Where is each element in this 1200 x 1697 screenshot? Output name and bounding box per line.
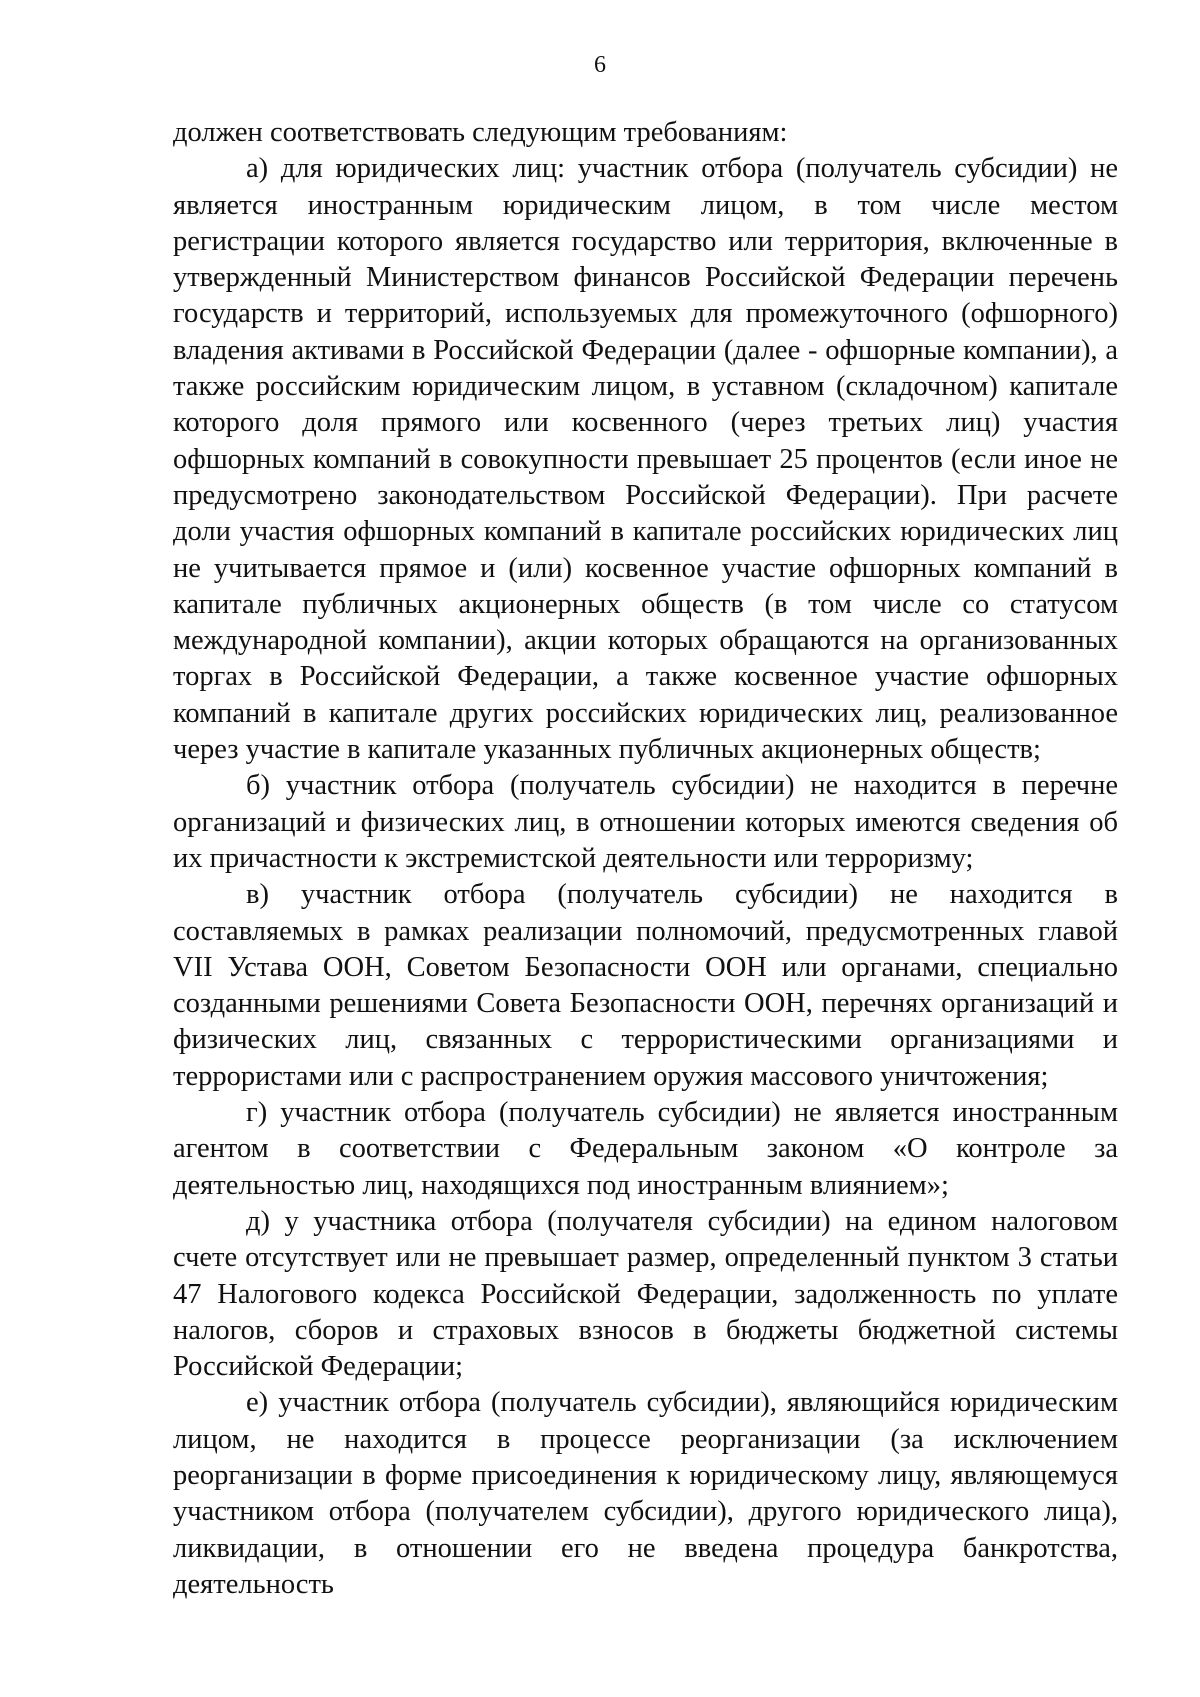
- paragraph-item-d: д) у участника отбора (получателя субсидии) на едином налоговом счете отсутствует или не превышает размер, определенный пунктом 3 статьи 47 Налогового кодекса Российской Федерации, задолженность по уплате налогов, сборов и страховых взносов в бюджеты бюджетной системы Российской Федерации;: [173, 1205, 1118, 1383]
- paragraph-continuation: должен соответствовать следующим требованиям:: [173, 117, 788, 148]
- page-number: 6: [594, 52, 606, 78]
- paragraph-item-b: б) участник отбора (получатель субсидии) не находится в перечне организаций и физических лиц, в отношении которых имеются сведения об их причастности к экстремистской деятельности или терроризму;: [173, 770, 1118, 874]
- paragraph-item-e: е) участник отбора (получатель субсидии), являющийся юридическим лицом, не находится в процессе реорганизации (за исключением реорганизации в форме присоединения к юридическому лицу, являющемуся участником отбора (получателем субсидии), другого юридического лица), ликвидации, в отношении его не введена процедура банкротства, деятельность: [173, 1387, 1118, 1600]
- paragraph-item-a: а) для юридических лиц: участник отбора (получатель субсидии) не является иностранным юридическим лицом, в том числе местом регистрации которого является государство или территория, включенные в утвержденный Министерством финансов Российской Федерации перечень государств и территорий, используемых для промежуточного (офшорного) владения активами в Российской Федерации (далее - офшорные компании), а также российским юридическим лицом, в уставном (складочном) капитале которого доля прямого или косвенного (через третьих лиц) участия офшорных компаний в совокупности превышает 25 процентов (если иное не предусмотрено законодательством Российской Федерации). При расчете доли участия офшорных компаний в капитале российских юридических лиц не учитывается прямое и (или) косвенное участие офшорных компаний в капитале публичных акционерных обществ (в том числе со статусом международной компании), акции которых обращаются на организованных торгах в Российской Федерации, а также косвенное участие офшорных компаний в капитале других российских юридических лиц, реализованное через участие в капитале указанных публичных акционерных обществ;: [173, 153, 1118, 766]
- document-body: [173, 115, 1118, 1603]
- paragraph-item-v: в) участник отбора (получатель субсидии) не находится в составляемых в рамках реализации полномочий, предусмотренных главой VII Устава ООН, Советом Безопасности ООН или органами, специально созданными решениями Совета Безопасности ООН, перечнях организаций и физических лиц, связанных с террористическими организациями и террористами или с распространением оружия массового уничтожения;: [173, 879, 1118, 1092]
- paragraph-item-g: г) участник отбора (получатель субсидии) не является иностранным агентом в соответствии с Федеральным законом «О контроле за деятельностью лиц, находящихся под иностранным влиянием»;: [173, 1097, 1118, 1201]
